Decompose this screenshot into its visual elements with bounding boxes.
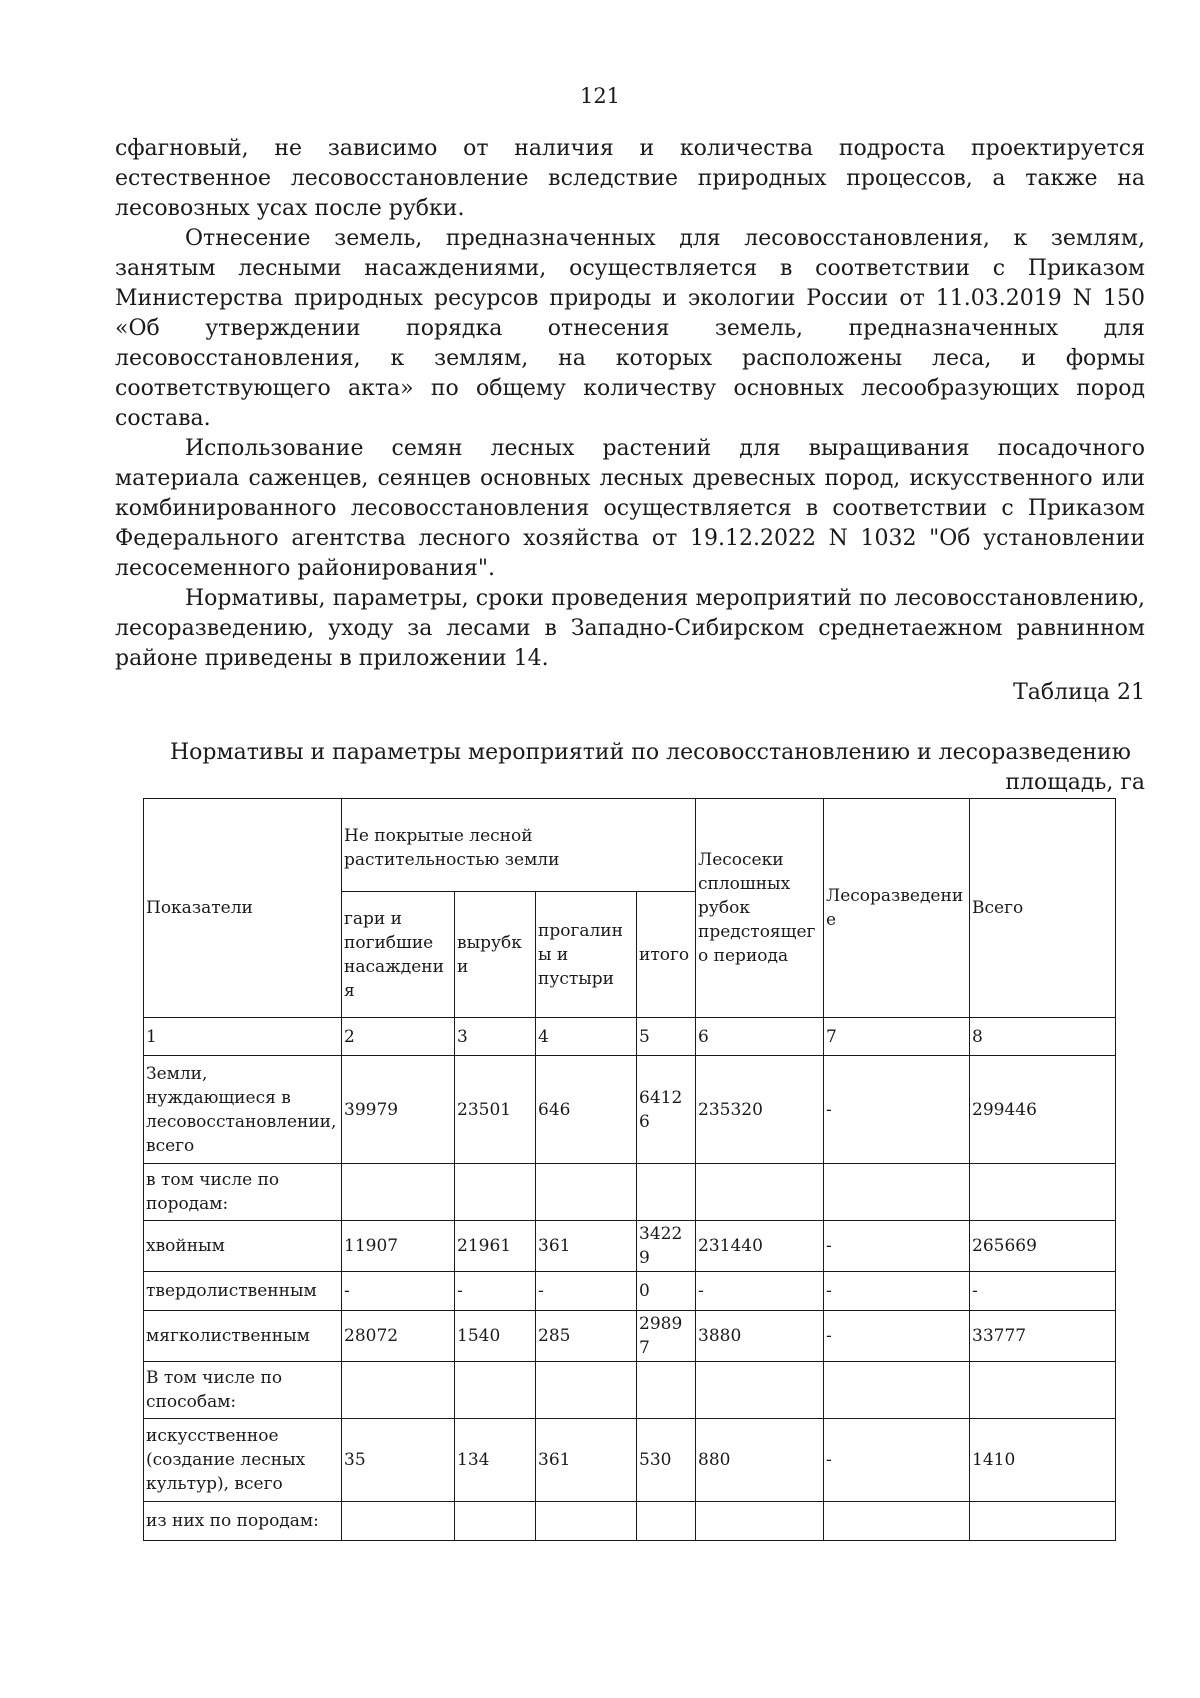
table-cell: 34229 xyxy=(637,1221,696,1272)
table-cell xyxy=(536,1164,637,1221)
header-clearcut: Лесосеки сплошных рубок предстоящего периода xyxy=(696,799,824,1018)
paragraph: сфагновый, не зависимо от наличия и количества подроста проектируется естественное лесовосстановление вследствие природных процессов, а также на лесовозных усах после рубки. xyxy=(115,136,1145,221)
table-cell: 265669 xyxy=(970,1221,1116,1272)
paragraph: Отнесение земель, предназначенных для лесовосстановления, к землям, занятым лесными насаждениями, осуществляется в соответствии с Приказом Министерства природных ресурсов природы и экологии России от 11.03.2019 N 150 «Об утверждении порядка отнесения земель, предназначенных для лесовосстановления, к землям, на которых расположены леса, и формы соответствующего акта» по общему количеству основных лесообразующих пород состава. xyxy=(115,226,1145,431)
table-cell: 361 xyxy=(536,1221,637,1272)
header-glades: прогалины и пустыри xyxy=(536,892,637,1018)
table-cell xyxy=(455,1164,536,1221)
table-cell: 23501 xyxy=(455,1056,536,1164)
table-cell: 28072 xyxy=(342,1311,455,1362)
page-number: 121 xyxy=(579,84,621,108)
table-cell xyxy=(970,1502,1116,1541)
header-indicators: Показатели xyxy=(144,799,342,1018)
table-cell xyxy=(637,1362,696,1419)
table-cell: 235320 xyxy=(696,1056,824,1164)
table-row xyxy=(144,1311,1116,1362)
table-cell: В том числе по способам: xyxy=(144,1362,342,1419)
table-cell: 361 xyxy=(536,1419,637,1502)
table-cell: 1410 xyxy=(970,1419,1116,1502)
table-row xyxy=(144,1056,1116,1164)
table-row xyxy=(144,1164,1116,1221)
table-cell: - xyxy=(824,1221,970,1272)
table-cell: из них по породам: xyxy=(144,1502,342,1541)
table-cell: хвойным xyxy=(144,1221,342,1272)
table-cell: 29897 xyxy=(637,1311,696,1362)
column-number: 5 xyxy=(637,1018,696,1056)
column-number: 3 xyxy=(455,1018,536,1056)
column-number: 7 xyxy=(824,1018,970,1056)
table-cell xyxy=(696,1362,824,1419)
table-cell: 0 xyxy=(637,1272,696,1311)
header-not-covered: Не покрытые лесной растительностью земли xyxy=(342,799,696,892)
table-cell: твердолиственным xyxy=(144,1272,342,1311)
table-cell: 299446 xyxy=(970,1056,1116,1164)
table-cell: - xyxy=(455,1272,536,1311)
table-cell: 285 xyxy=(536,1311,637,1362)
table-cell: 33777 xyxy=(970,1311,1116,1362)
table-cell: 11907 xyxy=(342,1221,455,1272)
table-cell: 646 xyxy=(536,1056,637,1164)
table-cell: 35 xyxy=(342,1419,455,1502)
table-cell: - xyxy=(824,1311,970,1362)
table-cell: - xyxy=(342,1272,455,1311)
table-title: Нормативы и параметры мероприятий по лесовосстановлению и лесоразведению xyxy=(170,740,1131,765)
column-number: 4 xyxy=(536,1018,637,1056)
table-cell: 231440 xyxy=(696,1221,824,1272)
table-cell: - xyxy=(824,1056,970,1164)
table-cell: 880 xyxy=(696,1419,824,1502)
table-cell: Земли, нуждающиеся в лесовосстановлении, всего xyxy=(144,1056,342,1164)
table-cell: 39979 xyxy=(342,1056,455,1164)
table-cell xyxy=(342,1164,455,1221)
table-cell xyxy=(536,1362,637,1419)
table-cell xyxy=(824,1362,970,1419)
table-row xyxy=(144,1362,1116,1419)
table-cell: в том числе по породам: xyxy=(144,1164,342,1221)
header-total: Всего xyxy=(970,799,1116,1018)
table-row xyxy=(144,1221,1116,1272)
table-row xyxy=(144,1272,1116,1311)
table-number: Таблица 21 xyxy=(1013,680,1145,705)
table-cell: 64126 xyxy=(637,1056,696,1164)
column-number: 8 xyxy=(970,1018,1116,1056)
header-burns: гари и погибшие насаждения xyxy=(342,892,455,1018)
table-cell: мягколиственным xyxy=(144,1311,342,1362)
table-cell xyxy=(824,1164,970,1221)
table-row xyxy=(144,1419,1116,1502)
table-cell xyxy=(824,1502,970,1541)
table-cell: 21961 xyxy=(455,1221,536,1272)
table-cell xyxy=(696,1164,824,1221)
column-number: 6 xyxy=(696,1018,824,1056)
paragraph: Нормативы, параметры, сроки проведения мероприятий по лесовосстановлению, лесоразведению, уходу за лесами в Западно-Сибирском среднетаежном равнинном районе приведены в приложении 14. xyxy=(115,586,1145,671)
table-cell: искусственное (создание лесных культур), всего xyxy=(144,1419,342,1502)
table-cell: - xyxy=(824,1419,970,1502)
column-number: 2 xyxy=(342,1018,455,1056)
body-text xyxy=(115,134,1145,674)
table-cell: 530 xyxy=(637,1419,696,1502)
table-cell xyxy=(455,1362,536,1419)
header-subtotal: итого xyxy=(637,892,696,1018)
table-cell xyxy=(536,1502,637,1541)
table-cell: - xyxy=(536,1272,637,1311)
header-row xyxy=(144,799,1116,892)
table-cell xyxy=(637,1164,696,1221)
header-cuttings: вырубки xyxy=(455,892,536,1018)
table-cell xyxy=(342,1362,455,1419)
table-cell: 134 xyxy=(455,1419,536,1502)
header-afforestation: Лесоразведение xyxy=(824,799,970,1018)
table-cell: 3880 xyxy=(696,1311,824,1362)
table-cell xyxy=(637,1502,696,1541)
table-cell xyxy=(696,1502,824,1541)
table-cell xyxy=(970,1362,1116,1419)
table-cell xyxy=(455,1502,536,1541)
paragraph: Использование семян лесных растений для выращивания посадочного материала саженцев, сеянцев основных лесных древесных пород, искусственного или комбинированного лесовосстановления осуществляется в соответствии с Приказом Федерального агентства лесного хозяйства от 19.12.2022 N 1032 "Об установлении лесосеменного районирования". xyxy=(115,436,1145,581)
table-cell xyxy=(342,1502,455,1541)
column-number-row xyxy=(144,1018,1116,1056)
table-cell: - xyxy=(696,1272,824,1311)
table-cell xyxy=(970,1164,1116,1221)
table-cell: - xyxy=(970,1272,1116,1311)
table-cell: - xyxy=(824,1272,970,1311)
table-row xyxy=(144,1502,1116,1541)
column-number: 1 xyxy=(144,1018,342,1056)
data-table xyxy=(143,798,1116,1541)
table-cell: 1540 xyxy=(455,1311,536,1362)
table-unit: площадь, га xyxy=(1005,770,1145,795)
